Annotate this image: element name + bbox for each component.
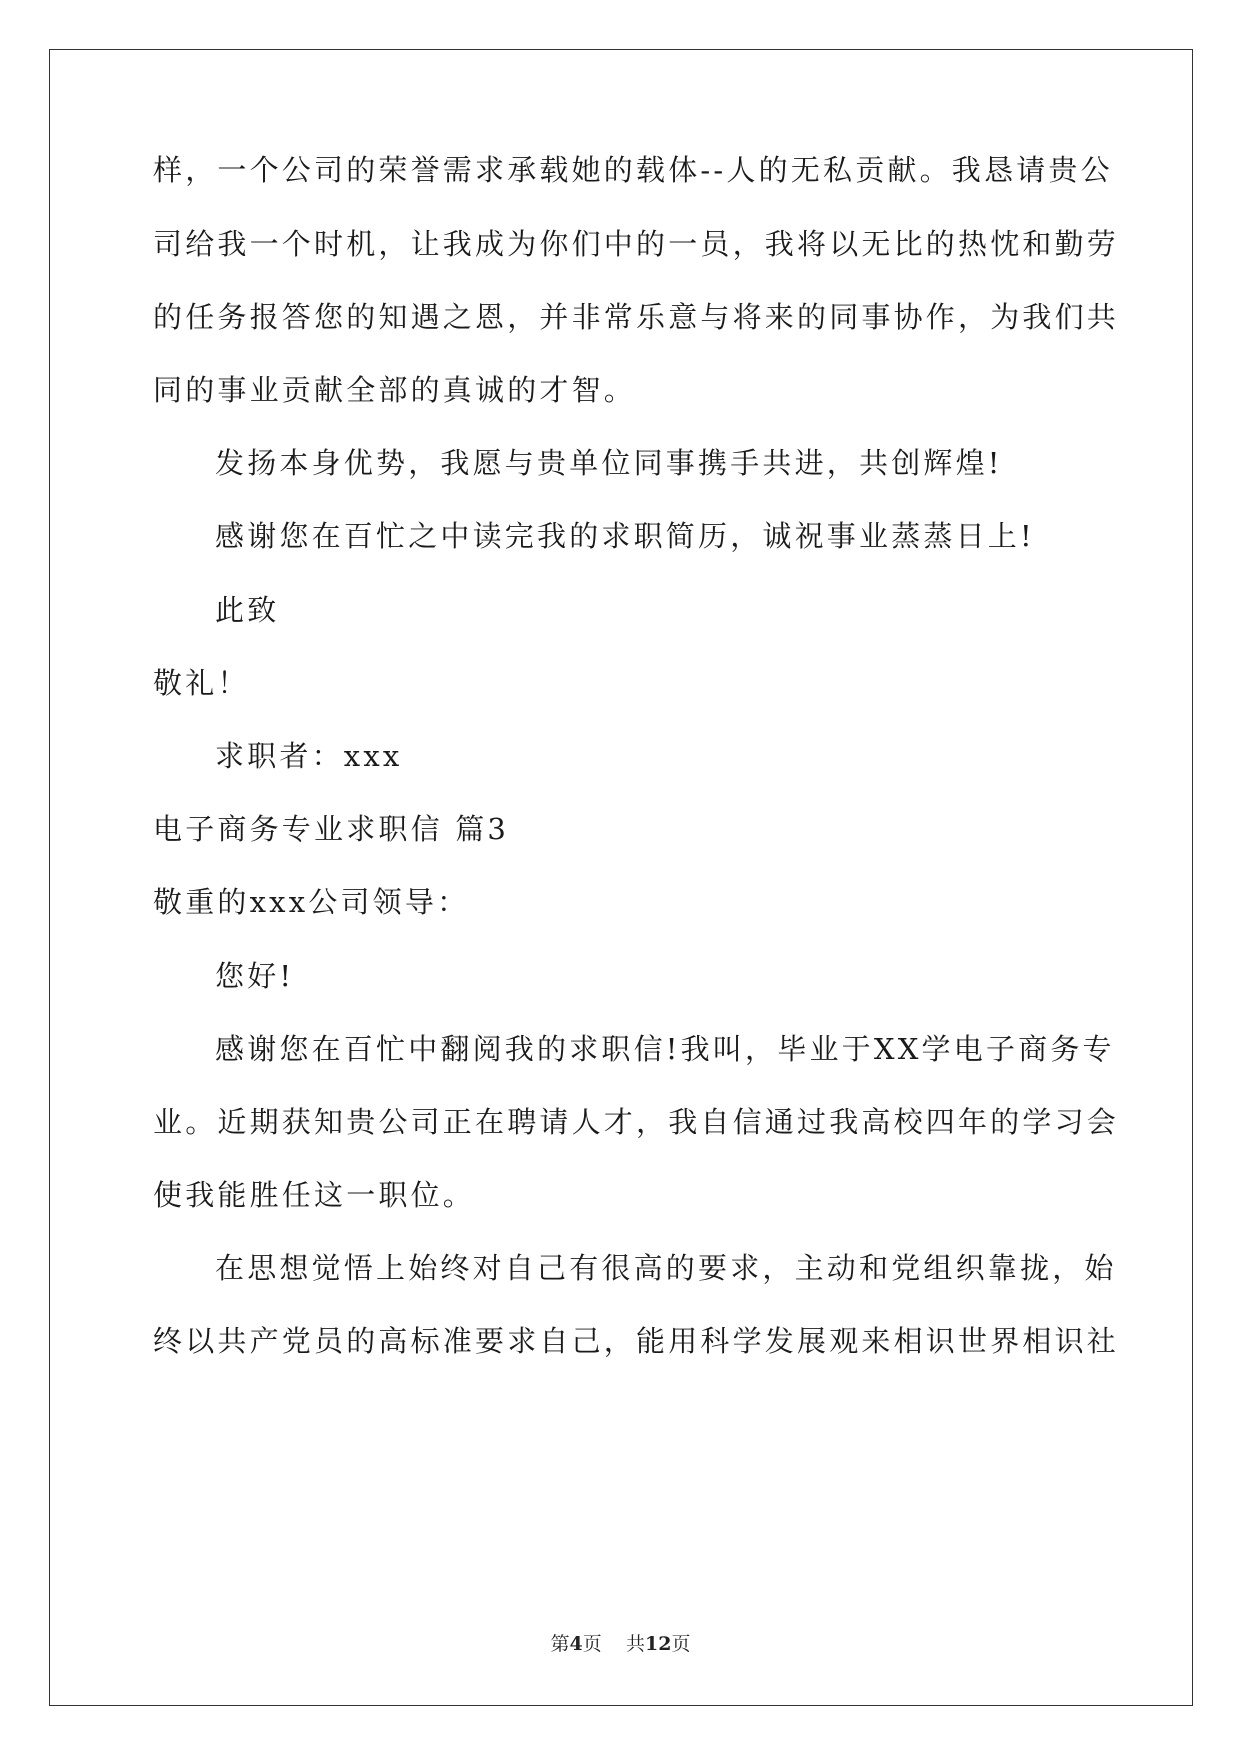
page-number: 4 (569, 1633, 583, 1655)
closing-line: 此致 (215, 593, 280, 627)
text-line: 司给我一个时机，让我成为你们中的一员，我将以无比的热忱和勤劳 (153, 227, 1120, 261)
text-line: 在思想觉悟上始终对自己有很高的要求，主动和党组织靠拢，始 (215, 1251, 1117, 1285)
section-heading: 电子商务专业求职信 篇3 (153, 812, 510, 846)
total-label-suffix: 页 (671, 1633, 691, 1655)
text-line: 发扬本身优势，我愿与贵单位同事携手共进，共创辉煌! (215, 446, 1003, 480)
total-label-prefix: 共 (625, 1633, 645, 1655)
total-pages: 12 (644, 1633, 672, 1655)
text-line: 的任务报答您的知遇之恩，并非常乐意与将来的同事协作，为我们共 (153, 300, 1120, 334)
text-line: 样，一个公司的荣誉需求承载她的载体--人的无私贡献。我恳请贵公 (153, 153, 1113, 187)
greeting-line: 敬重的xxx公司领导： (153, 885, 470, 919)
page-label-prefix: 第 (550, 1633, 570, 1655)
signature-line: 求职者：xxx (215, 739, 403, 773)
text-line: 业。近期获知贵公司正在聘请人才，我自信通过我高校四年的学习会 (153, 1105, 1120, 1139)
page-footer (0, 1632, 1241, 1656)
salutation-line: 敬礼！ (153, 666, 250, 700)
text-line: 使我能胜任这一职位。 (153, 1178, 476, 1212)
text-line: 感谢您在百忙中翻阅我的求职信!我叫，毕业于XX学电子商务专 (215, 1032, 1115, 1066)
text-line: 感谢您在百忙之中读完我的求职简历，诚祝事业蒸蒸日上! (215, 519, 1035, 553)
text-line: 终以共产党员的高标准要求自己，能用科学发展观来相识世界相识社 (153, 1324, 1120, 1358)
text-line: 您好! (215, 959, 295, 993)
page-label-suffix: 页 (582, 1633, 602, 1655)
text-line: 同的事业贡献全部的真诚的才智。 (153, 373, 637, 407)
